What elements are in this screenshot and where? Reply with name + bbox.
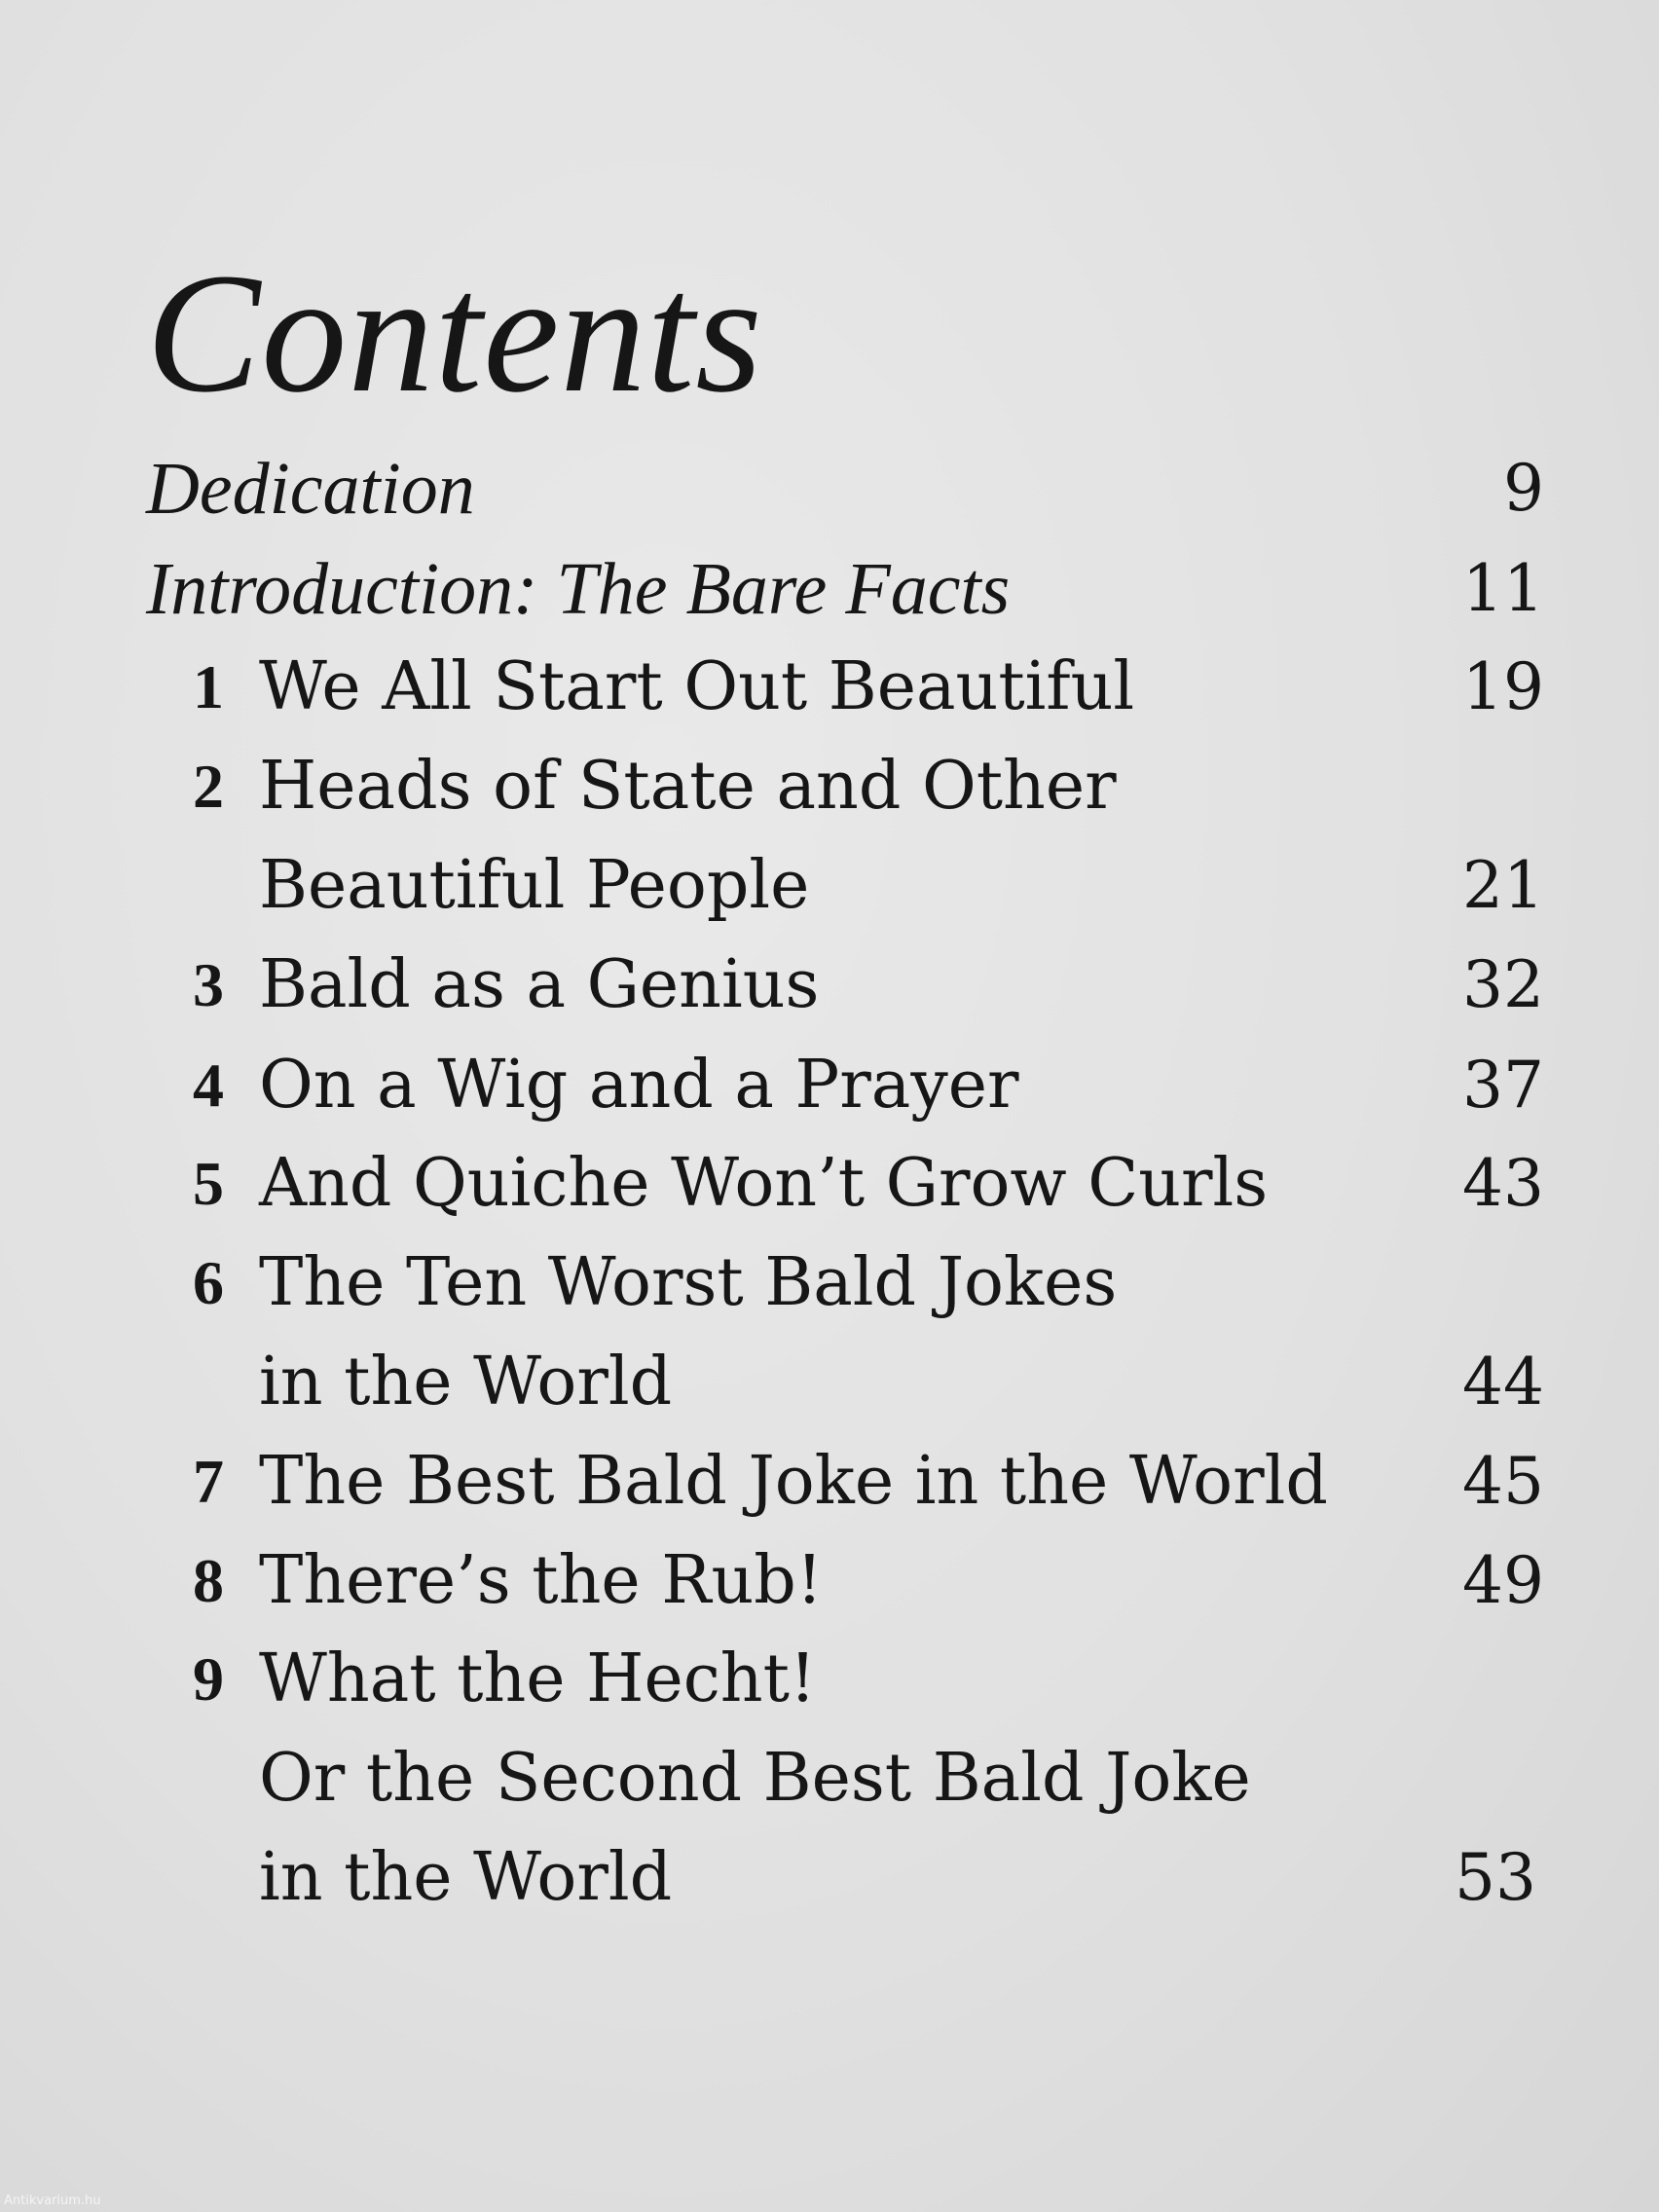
watermark: Antikvarium.hu (4, 2194, 101, 2208)
chapter-title-continued: in the World (259, 1344, 673, 1420)
page-title: Contents (146, 239, 763, 428)
toc-page-number: 32 (1462, 947, 1544, 1022)
chapter-title: Bald as a Genius (259, 946, 820, 1023)
chapter-number: 1 (193, 652, 224, 721)
toc-entry-label: Dedication (146, 448, 475, 530)
chapter-title: The Best Bald Joke in the World (259, 1443, 1328, 1520)
chapter-title: The Ten Worst Bald Jokes (259, 1244, 1118, 1321)
toc-entry-label: Introduction: The Bare Facts (146, 548, 1011, 630)
toc-page-number: 49 (1462, 1543, 1544, 1618)
chapter-number: 2 (193, 752, 224, 821)
chapter-number: 5 (193, 1149, 224, 1218)
toc-page-number: 53 (1455, 1840, 1536, 1915)
toc-entry-chapter-5 (0, 1135, 1659, 1233)
chapter-title: And Quiche Won’t Grow Curls (259, 1145, 1269, 1222)
toc-entry-chapter-6 (0, 1235, 1659, 1332)
chapter-title: We All Start Out Beautiful (259, 648, 1135, 725)
toc-entry-dedication (0, 440, 1659, 537)
toc-entry-chapter-2 (0, 738, 1659, 835)
toc-page-number: 11 (1462, 551, 1544, 626)
toc-page-number: 19 (1462, 649, 1544, 724)
chapter-number: 6 (193, 1248, 224, 1317)
toc-entry-chapter-2-continued (0, 837, 1659, 935)
toc-entry-chapter-1 (0, 639, 1659, 736)
toc-page-number: 44 (1462, 1345, 1544, 1419)
toc-entry-chapter-3 (0, 937, 1659, 1034)
toc-entry-chapter-7 (0, 1433, 1659, 1530)
chapter-number: 4 (193, 1051, 224, 1120)
chapter-title: Heads of State and Other (259, 748, 1117, 825)
chapter-number: 3 (193, 950, 224, 1019)
toc-page-number: 43 (1462, 1146, 1544, 1221)
toc-entry-introduction (0, 540, 1659, 638)
toc-entry-chapter-6-continued (0, 1334, 1659, 1431)
toc-page-number: 45 (1462, 1444, 1544, 1519)
chapter-number: 9 (193, 1644, 224, 1714)
chapter-title: What the Hecht! (259, 1641, 817, 1717)
chapter-number: 7 (193, 1447, 224, 1516)
chapter-title: There’s the Rub! (259, 1542, 824, 1619)
chapter-number: 8 (193, 1546, 224, 1615)
toc-entry-chapter-9-continued (0, 1829, 1659, 1927)
toc-entry-chapter-9 (0, 1631, 1659, 1728)
chapter-title-continued: in the World (259, 1839, 673, 1916)
chapter-title-continued: Or the Second Best Bald Joke (259, 1740, 1251, 1817)
toc-page-number: 37 (1462, 1048, 1544, 1123)
toc-page-number: 21 (1462, 848, 1544, 923)
chapter-title: On a Wig and a Prayer (259, 1047, 1019, 1124)
toc-entry-chapter-9-continued (0, 1730, 1659, 1827)
chapter-title-continued: Beautiful People (259, 847, 810, 924)
toc-entry-chapter-4 (0, 1037, 1659, 1134)
toc-entry-chapter-8 (0, 1532, 1659, 1630)
toc-page-number: 9 (1503, 451, 1544, 526)
